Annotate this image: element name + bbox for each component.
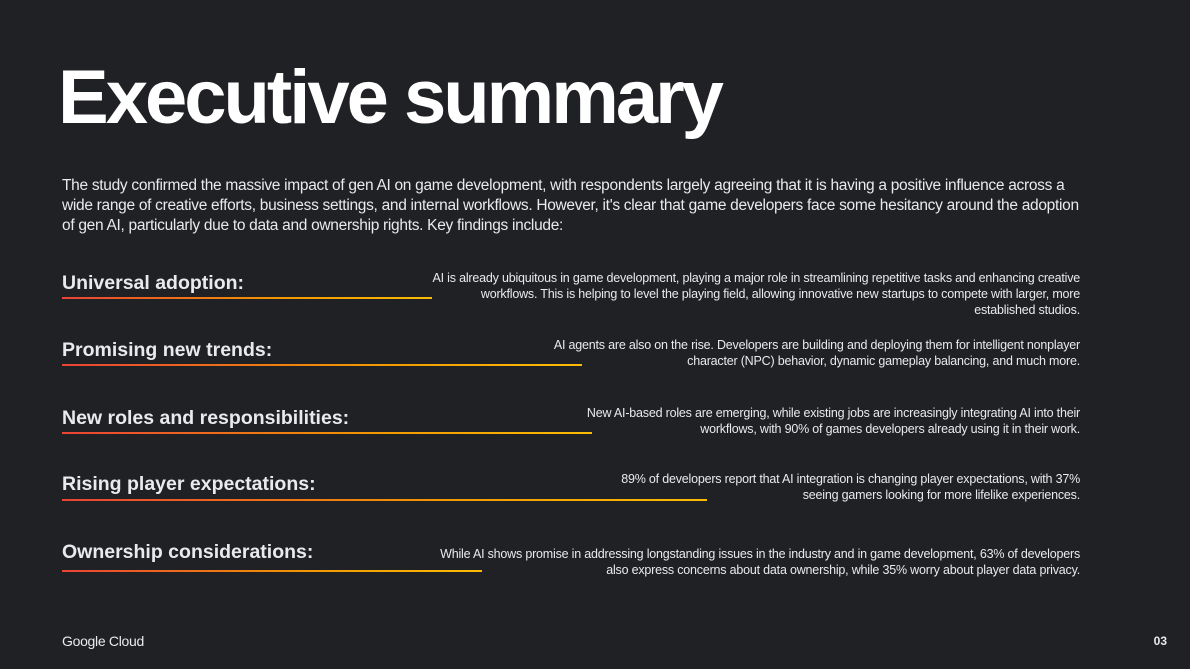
finding-underline: [62, 364, 582, 366]
finding-text: AI agents are also on the rise. Developers are building and deploying them for intelligent nonplayer character (NPC) behavior, dynamic gameplay balancing, and much more.: [553, 338, 1080, 368]
finding-title: New roles and responsibilities:: [62, 407, 350, 429]
finding-text: While AI shows promise in addressing longstanding issues in the industry and in game development, 63% of developers also express concerns about data ownership, while 35% worry about player data privacy.: [440, 547, 1080, 577]
finding-text: AI is already ubiquitous in game development, playing a major role in streamlining repetitive tasks and enhancing creative workflows. This is helping to level the playing field, allowing innovative new startups to compete with larger, more established studios.: [432, 271, 1080, 317]
page-title: Executive summary: [58, 55, 721, 140]
finding-text: 89% of developers report that AI integration is changing player expectations, with 37% seeing gamers looking for more lifelike experiences.: [621, 472, 1080, 502]
finding-underline: [62, 297, 432, 299]
page-number: 03: [1153, 634, 1167, 648]
finding-title: Ownership considerations:: [62, 541, 314, 563]
finding-title: Promising new trends:: [62, 339, 273, 361]
finding-underline: [62, 432, 592, 434]
finding-title: Rising player expectations:: [62, 473, 316, 495]
finding-text: New AI-based roles are emerging, while existing jobs are increasingly integrating AI into their workflows, with 90% of games developers already using it in their work.: [586, 406, 1080, 436]
finding-title: Universal adoption:: [62, 272, 245, 294]
intro-paragraph: The study confirmed the massive impact of gen AI on game development, with respondents largely agreeing that it is having a positive influence across a wide range of creative efforts, business settings, and internal workflows. However, it's clear that game developers face some hesitancy around the adoption of gen AI, particularly due to data and ownership rights. Key findings include:: [62, 177, 1079, 234]
google-cloud-logo: Google Cloud: [62, 633, 145, 649]
finding-underline: [62, 570, 482, 572]
